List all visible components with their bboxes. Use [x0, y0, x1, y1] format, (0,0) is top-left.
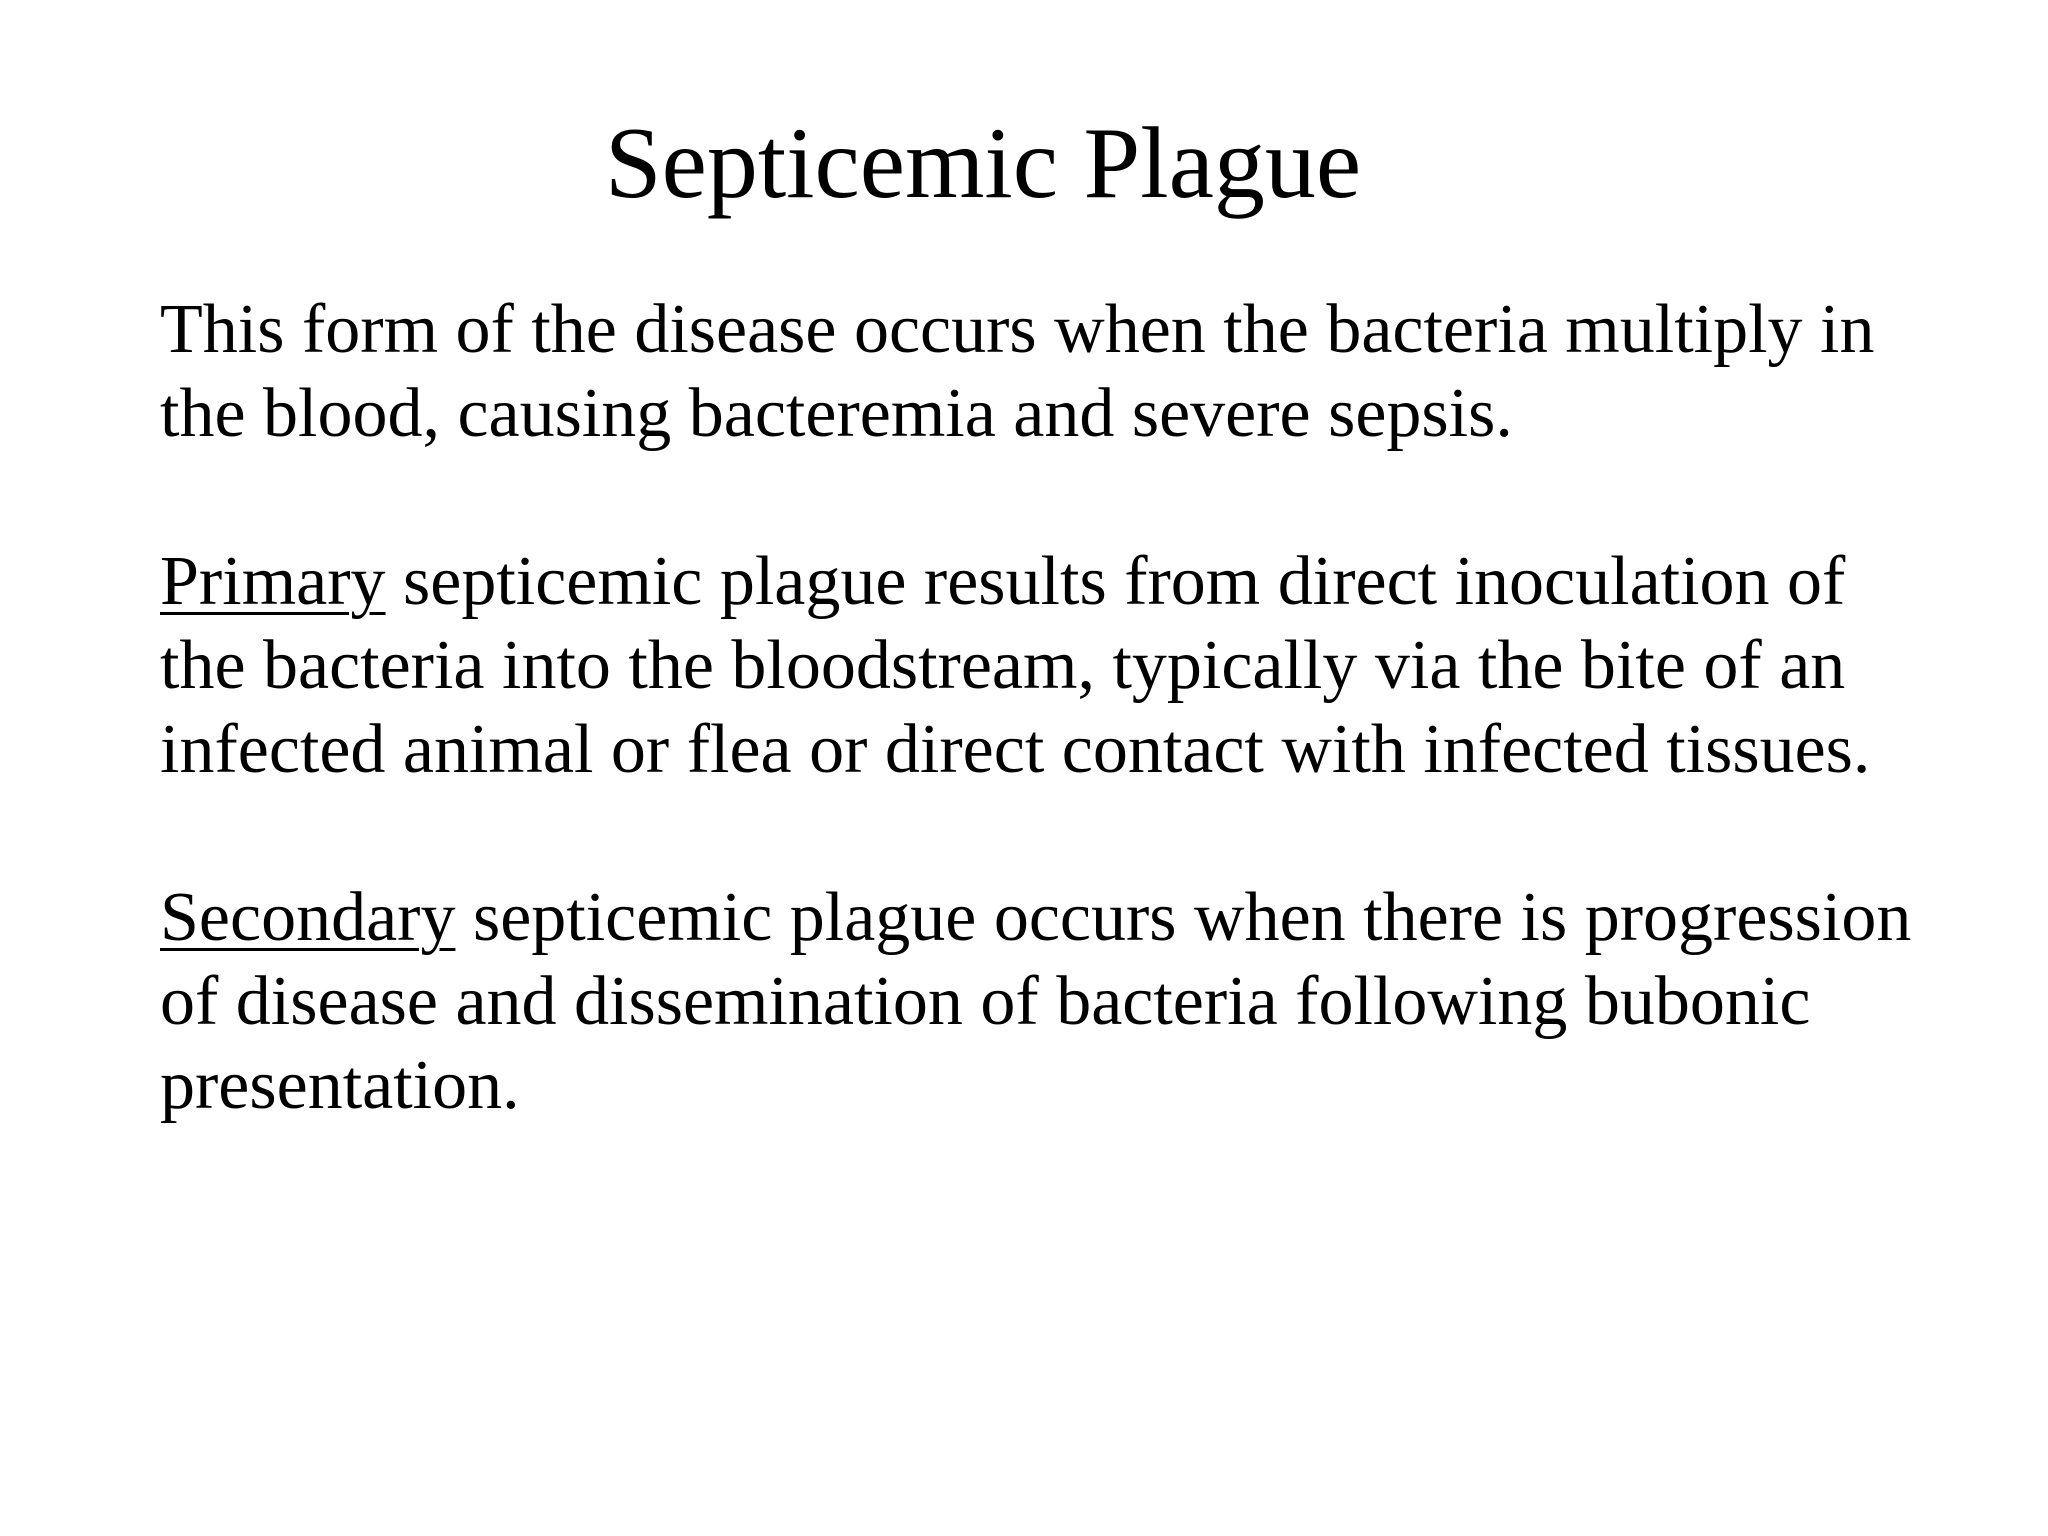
paragraph-overview: [160, 288, 1960, 456]
paragraph-line-text: septicemic plague results from direct inoculation of: [385, 543, 1846, 620]
slide-body: [160, 288, 1960, 1212]
paragraph-line: presentation.: [160, 1047, 520, 1124]
paragraph-line: [160, 540, 1960, 624]
paragraph-line: the bacteria into the bloodstream, typically via the bite of an: [160, 627, 1846, 704]
slide-title: Septicemic Plague: [604, 107, 1362, 220]
term-secondary: Secondary: [160, 879, 456, 956]
paragraph-line-text: septicemic plague occurs when there is progression: [455, 879, 1912, 956]
paragraph-line: [160, 876, 1960, 960]
paragraph-primary: [160, 540, 1960, 792]
paragraph-line: infected animal or flea or direct contact with infected tissues.: [160, 711, 1871, 788]
paragraph-line: the blood, causing bacteremia and severe sepsis.: [160, 375, 1513, 452]
term-primary: Primary: [160, 543, 386, 620]
paragraph-secondary: [160, 876, 1960, 1128]
paragraph-line: This form of the disease occurs when the bacteria multiply in: [160, 291, 1875, 368]
paragraph-line: of disease and dissemination of bacteria following bubonic: [160, 963, 1811, 1040]
